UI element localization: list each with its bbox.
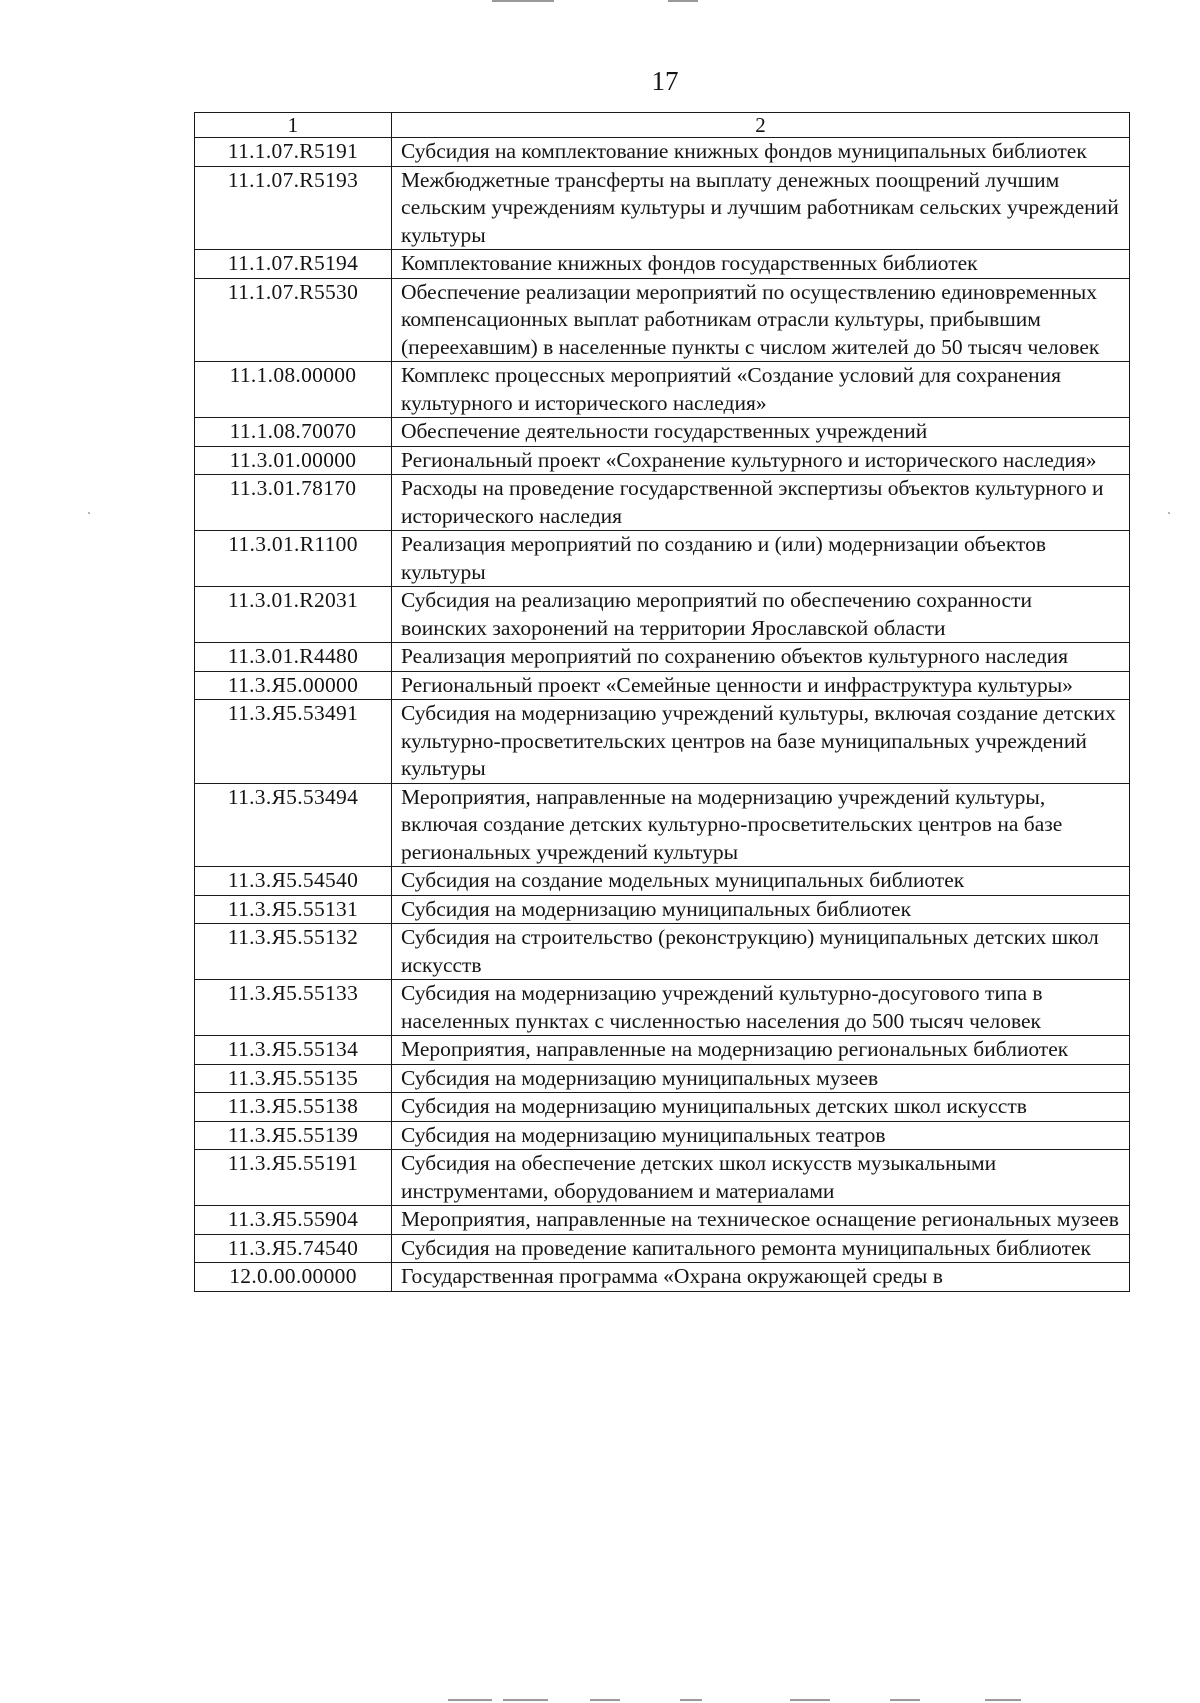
classification-code-cell: 11.3.Я5.53491 xyxy=(195,700,392,784)
table-row xyxy=(195,1263,1130,1292)
classification-code-cell: 11.3.Я5.55135 xyxy=(195,1064,392,1093)
table-row xyxy=(195,138,1130,167)
classification-code-cell: 11.3.01.78170 xyxy=(195,475,392,531)
classification-code-cell: 11.3.Я5.53494 xyxy=(195,783,392,867)
table-row xyxy=(195,1093,1130,1122)
description-cell: Субсидия на модернизацию муниципальных детских школ искусств xyxy=(392,1093,1130,1122)
classification-code-cell: 11.3.Я5.55133 xyxy=(195,980,392,1036)
description-cell: Реализация мероприятий по созданию и (или) модернизации объектов культуры xyxy=(392,531,1130,587)
description-cell: Региональный проект «Сохранение культурного и исторического наследия» xyxy=(392,446,1130,475)
table-row xyxy=(195,1036,1130,1065)
classification-code-cell: 11.3.Я5.55904 xyxy=(195,1206,392,1235)
table-row xyxy=(195,895,1130,924)
table-row xyxy=(195,700,1130,784)
table-row xyxy=(195,980,1130,1036)
classification-code-cell: 12.0.00.00000 xyxy=(195,1263,392,1292)
scan-mark-bottom-6 xyxy=(890,1699,920,1701)
classification-code-cell: 11.3.01.R4480 xyxy=(195,643,392,672)
classification-code-cell: 11.1.08.70070 xyxy=(195,418,392,447)
table-row xyxy=(195,1064,1130,1093)
table-row xyxy=(195,1234,1130,1263)
description-cell: Комплекс процессных мероприятий «Создание условий для сохранения культурного и исторического наследия» xyxy=(392,362,1130,418)
scan-mark-bottom-3 xyxy=(590,1699,620,1701)
description-cell: Обеспечение реализации мероприятий по осуществлению единовременных компенсационных выплат работникам отрасли культуры, прибывшим (переехавшим) в населенные пункты с числом жителей до 50 тысяч человек xyxy=(392,278,1130,362)
classification-code-cell: 11.1.07.R5191 xyxy=(195,138,392,167)
classification-code-cell: 11.1.07.R5530 xyxy=(195,278,392,362)
scan-mark-top-left xyxy=(492,0,554,2)
page-number: 17 xyxy=(651,66,679,96)
table-header-row xyxy=(195,113,1130,138)
description-cell: Субсидия на модернизацию муниципальных театров xyxy=(392,1121,1130,1150)
description-cell: Государственная программа «Охрана окружающей среды в xyxy=(392,1263,1130,1292)
description-cell: Субсидия на создание модельных муниципальных библиотек xyxy=(392,867,1130,896)
table-row xyxy=(195,166,1130,250)
classification-code-cell: 11.3.01.R2031 xyxy=(195,587,392,643)
table-row xyxy=(195,1150,1130,1206)
classification-code-cell: 11.3.Я5.55134 xyxy=(195,1036,392,1065)
description-cell: Субсидия на модернизацию муниципальных библиотек xyxy=(392,895,1130,924)
table-row xyxy=(195,783,1130,867)
table-row xyxy=(195,867,1130,896)
scan-mark-top-right xyxy=(668,0,698,2)
classification-code-cell: 11.3.Я5.55131 xyxy=(195,895,392,924)
table-row xyxy=(195,250,1130,279)
classification-code-cell: 11.3.Я5.74540 xyxy=(195,1234,392,1263)
classification-code-cell: 11.3.Я5.55191 xyxy=(195,1150,392,1206)
description-cell: Субсидия на модернизацию учреждений культурно-досугового типа в населенных пунктах с численностью населения до 500 тысяч человек xyxy=(392,980,1130,1036)
table-row xyxy=(195,671,1130,700)
description-cell: Субсидия на строительство (реконструкцию) муниципальных детских школ искусств xyxy=(392,924,1130,980)
table-row xyxy=(195,362,1130,418)
table-row xyxy=(195,643,1130,672)
classification-code-cell: 11.3.Я5.00000 xyxy=(195,671,392,700)
description-cell: Субсидия на модернизацию учреждений культуры, включая создание детских культурно-просветительских центров на базе муниципальных учреждений культуры xyxy=(392,700,1130,784)
classification-code-cell: 11.3.Я5.55138 xyxy=(195,1093,392,1122)
scan-dot-left xyxy=(88,512,90,514)
table-row xyxy=(195,587,1130,643)
scan-mark-bottom-7 xyxy=(985,1699,1021,1701)
classification-code-cell: 11.1.07.R5193 xyxy=(195,166,392,250)
classification-code-cell: 11.3.01.00000 xyxy=(195,446,392,475)
table-row xyxy=(195,924,1130,980)
scan-mark-bottom-2 xyxy=(503,1699,548,1701)
description-cell: Субсидия на модернизацию муниципальных музеев xyxy=(392,1064,1130,1093)
classification-code-cell: 11.3.01.R1100 xyxy=(195,531,392,587)
budget-classification-table xyxy=(194,112,1130,1292)
description-cell: Расходы на проведение государственной экспертизы объектов культурного и исторического наследия xyxy=(392,475,1130,531)
column-header-1: 1 xyxy=(195,113,392,138)
description-cell: Субсидия на обеспечение детских школ искусств музыкальными инструментами, оборудованием и материалами xyxy=(392,1150,1130,1206)
description-cell: Обеспечение деятельности государственных учреждений xyxy=(392,418,1130,447)
scan-mark-bottom-1 xyxy=(448,1699,492,1701)
scan-dot-right xyxy=(1168,512,1170,514)
classification-code-cell: 11.1.08.00000 xyxy=(195,362,392,418)
description-cell: Реализация мероприятий по сохранению объектов культурного наследия xyxy=(392,643,1130,672)
classification-code-cell: 11.1.07.R5194 xyxy=(195,250,392,279)
table-row xyxy=(195,1206,1130,1235)
description-cell: Межбюджетные трансферты на выплату денежных поощрений лучшим сельским учреждениям культуры и лучшим работникам сельских учреждений культуры xyxy=(392,166,1130,250)
description-cell: Мероприятия, направленные на модернизацию учреждений культуры, включая создание детских культурно-просветительских центров на базе региональных учреждений культуры xyxy=(392,783,1130,867)
description-cell: Субсидия на проведение капитального ремонта муниципальных библиотек xyxy=(392,1234,1130,1263)
scan-mark-bottom-5 xyxy=(790,1699,830,1701)
classification-code-cell: 11.3.Я5.55139 xyxy=(195,1121,392,1150)
classification-code-cell: 11.3.Я5.55132 xyxy=(195,924,392,980)
table-row xyxy=(195,446,1130,475)
table-row xyxy=(195,531,1130,587)
scan-mark-bottom-4 xyxy=(680,1699,702,1701)
description-cell: Субсидия на реализацию мероприятий по обеспечению сохранности воинских захоронений на территории Ярославской области xyxy=(392,587,1130,643)
column-header-2: 2 xyxy=(392,113,1130,138)
table-row xyxy=(195,278,1130,362)
description-cell: Субсидия на комплектование книжных фондов муниципальных библиотек xyxy=(392,138,1130,167)
table-row xyxy=(195,475,1130,531)
description-cell: Мероприятия, направленные на техническое оснащение региональных музеев xyxy=(392,1206,1130,1235)
description-cell: Региональный проект «Семейные ценности и инфраструктура культуры» xyxy=(392,671,1130,700)
description-cell: Мероприятия, направленные на модернизацию региональных библиотек xyxy=(392,1036,1130,1065)
table-row xyxy=(195,1121,1130,1150)
description-cell: Комплектование книжных фондов государственных библиотек xyxy=(392,250,1130,279)
classification-code-cell: 11.3.Я5.54540 xyxy=(195,867,392,896)
table-row xyxy=(195,418,1130,447)
